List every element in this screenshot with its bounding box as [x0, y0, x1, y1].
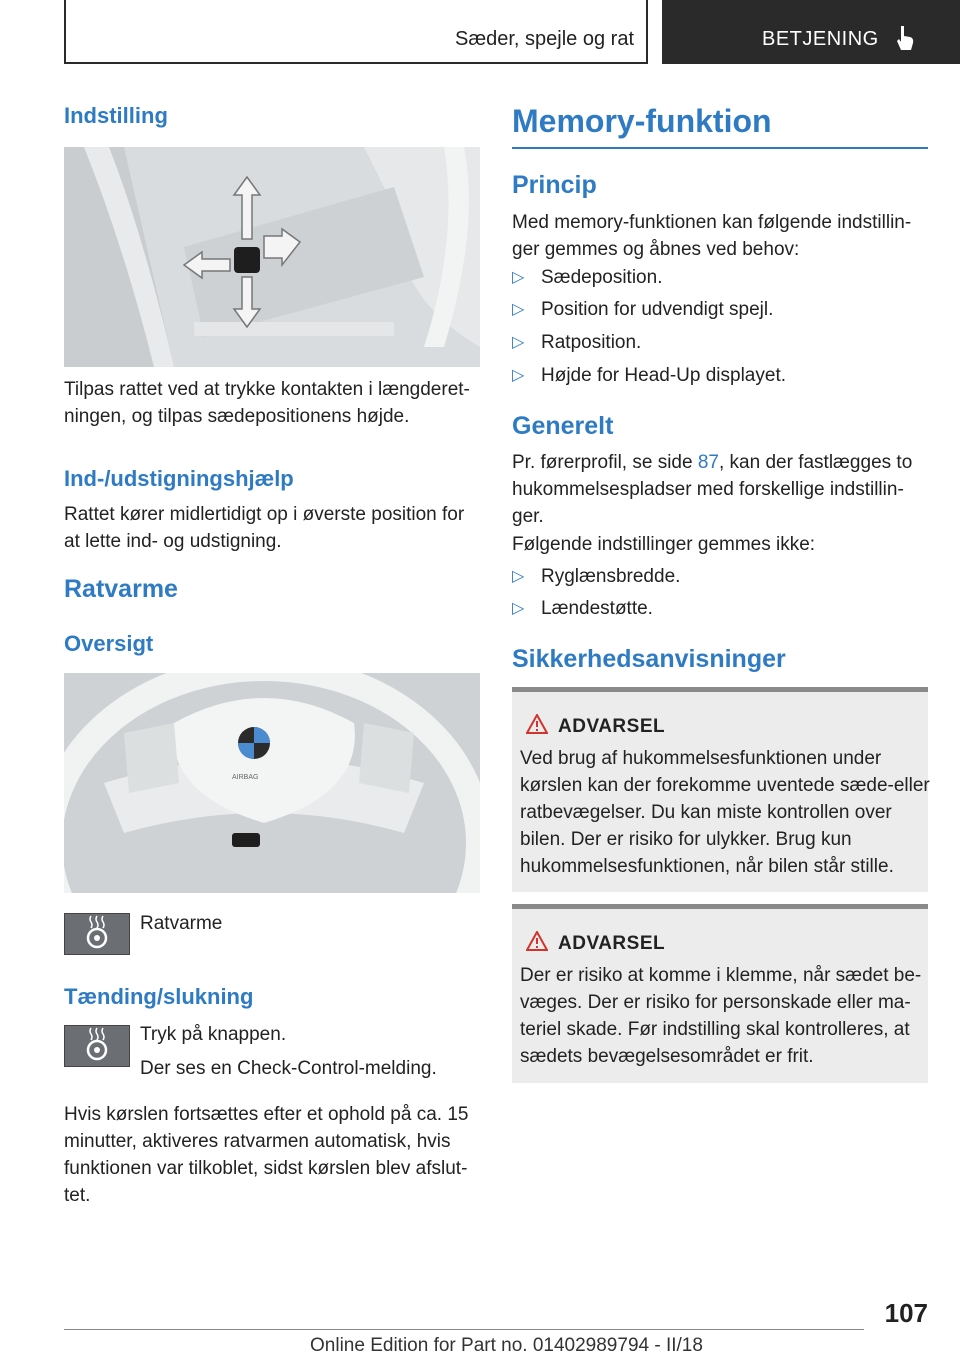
bullet-triangle-icon: ▷	[512, 301, 525, 318]
step-press-button: Tryk på knappen.	[140, 1024, 287, 1045]
heading-indstilling: Indstilling	[64, 103, 168, 128]
princip-text: Med memory-funktionen kan følgende indstillin-ger gemmes og åbnes ved behov:	[512, 212, 912, 260]
heading-generelt: Generelt	[512, 412, 614, 440]
heated-wheel-icon-box	[64, 913, 130, 955]
bullet-triangle-icon: ▷	[512, 269, 525, 286]
indstilling-text: Tilpas rattet ved at trykke kontakten i længderet-ningen, og tilpas sædepositionens højde.	[64, 379, 470, 427]
list-item: ▷ Sædeposition.	[512, 264, 928, 291]
heading-memory: Memory-funktion	[512, 103, 772, 139]
warning-triangle-icon	[526, 714, 548, 734]
footer-rule	[64, 1329, 864, 1330]
airbag-label: AIRBAG	[232, 774, 259, 781]
heading-taending: Tænding/slukning	[64, 984, 254, 1009]
header-chapter: Sæder, spejle og rat	[455, 28, 634, 50]
header-chapter-box	[64, 0, 648, 64]
list-item: ▷ Ratposition.	[512, 329, 928, 356]
warning-triangle-icon	[526, 931, 548, 951]
edition-footer: Online Edition for Part no. 01402989794 - II/18	[310, 1335, 703, 1356]
indstigning-text: Rattet kører midlertidigt op i øverste position for at lette ind- og udstigning.	[64, 504, 465, 552]
warning-text: Der er risiko at komme i klemme, når sædet be-væges. Der er risiko for personskade eller ma-teriel skade. Før indstilling skal kontrolleres, at sædets bevægelsesområdet er frit.	[520, 965, 922, 1067]
pointing-hand-icon	[894, 24, 916, 52]
warning-box	[512, 687, 928, 892]
steering-wheel-photo	[64, 673, 480, 893]
warning-title: ADVARSEL	[558, 716, 666, 737]
bullet-triangle-icon: ▷	[512, 334, 525, 351]
generelt-text: Pr. førerprofil, se side 87, kan der fastlægges to hukommelsespladser med forskellige indstillin-ger.	[512, 452, 913, 527]
not-saved-intro: Følgende indstillinger gemmes ikke:	[512, 534, 816, 555]
header-section-box	[662, 0, 960, 64]
heading-rule	[512, 147, 928, 149]
bullet-triangle-icon: ▷	[512, 600, 525, 617]
step-check-control: Der ses en Check-Control-melding.	[140, 1058, 437, 1079]
icon-label-ratvarme: Ratvarme	[140, 913, 223, 934]
steering-adjust-photo	[64, 147, 480, 367]
page-number: 107	[884, 1298, 928, 1328]
heading-ratvarme: Ratvarme	[64, 575, 178, 603]
heading-sikkerhed: Sikkerhedsanvisninger	[512, 645, 786, 673]
heading-princip: Princip	[512, 171, 597, 199]
warning-box	[512, 904, 928, 1083]
list-item: ▷ Lændestøtte.	[512, 595, 928, 622]
heated-wheel-button-box	[64, 1025, 130, 1067]
page-link-87[interactable]: 87	[697, 452, 719, 473]
warning-text: Ved brug af hukommelsesfunktionen under kørslen kan der forekomme uventede sæde-eller ratbevægelser. Du kan miste kontrollen over bilen. Der er risiko for ulykker. Brug kun hukommelsesfunktionen, når bilen står stille.	[520, 748, 930, 877]
heading-indstigning: Ind-/udstigningshjælp	[64, 466, 294, 491]
heated-steering-wheel-icon	[65, 1026, 129, 1066]
closing-text: Hvis kørslen fortsættes efter et ophold på ca. 15 minutter, aktiveres ratvarmen automatisk, hvis funktionen var tilkoblet, sidst kørslen blev afslut-tet.	[64, 1104, 469, 1206]
list-item: ▷ Ryglænsbredde.	[512, 563, 928, 590]
bullet-triangle-icon: ▷	[512, 367, 525, 384]
heated-steering-wheel-icon	[65, 914, 129, 954]
bullet-triangle-icon: ▷	[512, 568, 525, 585]
list-item: ▷ Position for udvendigt spejl.	[512, 296, 928, 323]
header-section: BETJENING	[762, 28, 879, 50]
list-item: ▷ Højde for Head-Up displayet.	[512, 362, 928, 389]
heading-oversigt: Oversigt	[64, 631, 154, 656]
warning-title: ADVARSEL	[558, 933, 666, 954]
